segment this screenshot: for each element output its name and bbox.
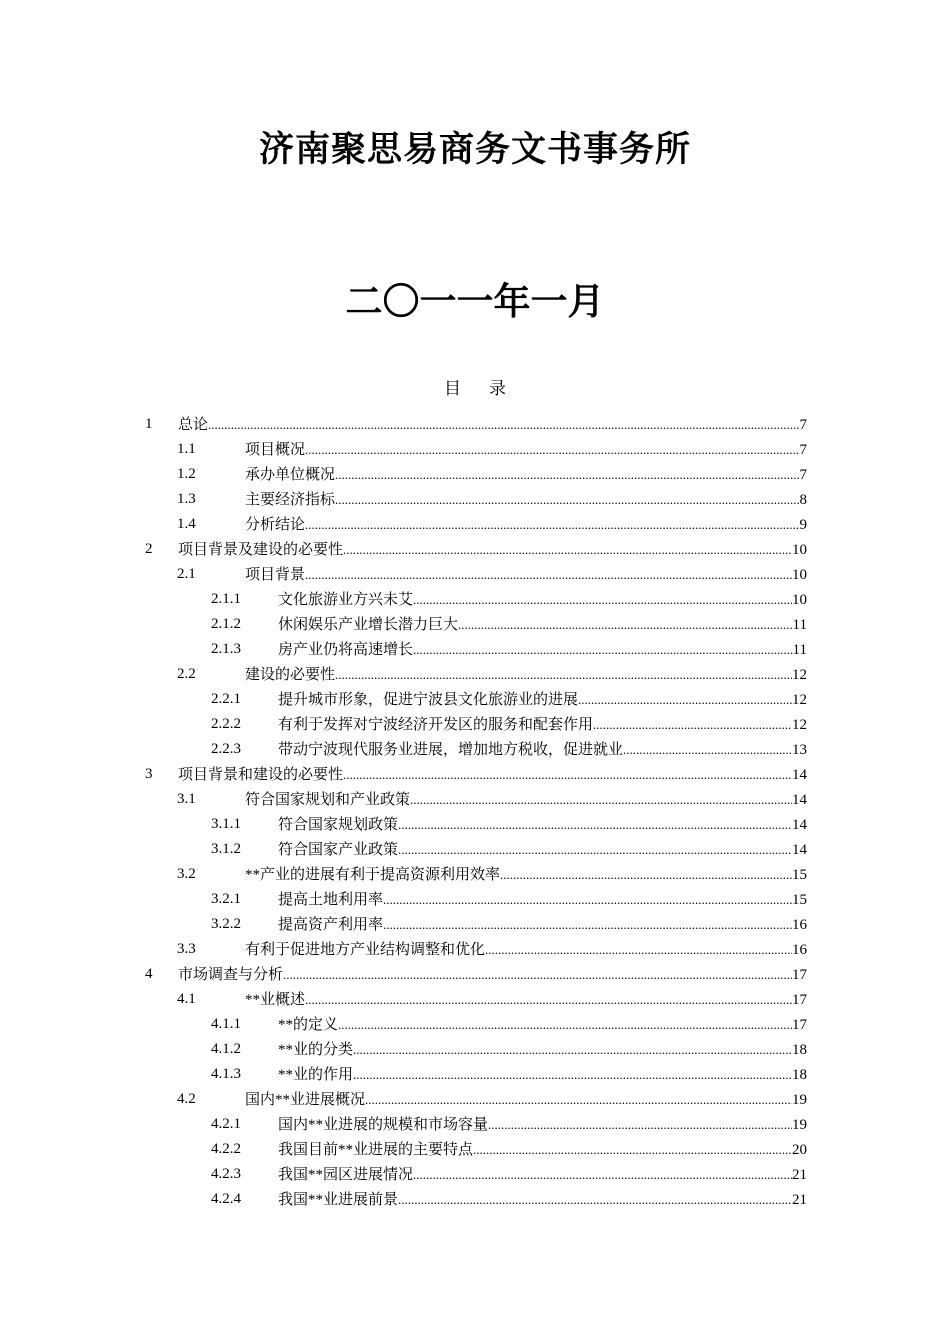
- toc-entry-title: 符合国家规划政策: [278, 817, 399, 833]
- toc-entry-line: [245, 512, 807, 538]
- toc-entry[interactable]: [145, 437, 807, 462]
- toc-dot-leader: [338, 1012, 792, 1037]
- toc-entry-title: **业的作用: [278, 1067, 354, 1083]
- toc-entry-line: [278, 737, 807, 763]
- organization-title: 济南聚思易商务文书事务所: [258, 129, 691, 170]
- toc-entry-number: 3: [145, 766, 153, 782]
- toc-entry[interactable]: [145, 1087, 807, 1112]
- toc-entry[interactable]: [145, 637, 807, 662]
- toc-entry[interactable]: [145, 862, 807, 887]
- toc-entry[interactable]: [145, 787, 807, 812]
- toc-entry-number: 4.1.1: [211, 1016, 241, 1032]
- toc-entry-page: 18: [792, 1067, 807, 1083]
- toc-entry-page: 16: [792, 942, 807, 958]
- toc-entry[interactable]: [145, 1012, 807, 1037]
- toc-entry-line: [278, 1162, 807, 1188]
- toc-dot-leader: [398, 812, 792, 837]
- toc-entry-page: 19: [792, 1092, 807, 1108]
- toc-entry-number: 3.1: [177, 791, 196, 807]
- toc-entry-line: [278, 687, 807, 713]
- toc-entry-number: 4.1.2: [211, 1041, 241, 1057]
- toc-entry-title: 提高资产利用率: [278, 917, 384, 933]
- toc-entry-title: 符合国家规划和产业政策: [245, 792, 411, 808]
- toc-entry-number: 4.2: [177, 1091, 196, 1107]
- toc-entry[interactable]: [145, 1112, 807, 1137]
- toc-heading: 目录: [444, 379, 534, 399]
- toc-entry-page: 16: [792, 917, 807, 933]
- toc-entry-line: [245, 1087, 807, 1113]
- toc-dot-leader: [623, 737, 792, 762]
- toc-entry-number: 4.2.3: [211, 1166, 241, 1182]
- toc-entry-line: [278, 812, 807, 838]
- toc-entry-title: 符合国家产业政策: [278, 842, 399, 858]
- toc-dot-leader: [473, 1137, 792, 1162]
- toc-dot-leader: [343, 537, 792, 562]
- toc-entry-number: 1: [145, 416, 153, 432]
- toc-entry[interactable]: [145, 712, 807, 737]
- toc-entry-line: [278, 587, 807, 613]
- toc-entry-title: 建设的必要性: [245, 667, 336, 683]
- toc-entry-page: 21: [792, 1167, 807, 1183]
- toc-entry-number: 2.2.2: [211, 716, 241, 732]
- toc-dot-leader: [413, 637, 793, 662]
- toc-entry-number: 2.1.1: [211, 591, 241, 607]
- toc-entry-title: 国内**业进展概况: [245, 1092, 366, 1108]
- toc-entry-title: 总论: [178, 417, 209, 433]
- toc-entry-page: 17: [792, 1017, 807, 1033]
- toc-entry-line: [245, 662, 807, 688]
- toc-entry-page: 12: [792, 717, 807, 733]
- toc-entry-number: 3.2.1: [211, 891, 241, 907]
- toc-entry-title: 有利于发挥对宁波经济开发区的服务和配套作用: [278, 717, 594, 733]
- toc-entry[interactable]: [145, 887, 807, 912]
- toc-entry-page: 15: [792, 867, 807, 883]
- toc-dot-leader: [398, 1187, 792, 1212]
- toc-dot-leader: [335, 662, 792, 687]
- toc-entry-number: 3.3: [177, 941, 196, 957]
- toc-entry[interactable]: [145, 587, 807, 612]
- toc-entry-line: [278, 1112, 807, 1138]
- toc-entry-line: [245, 937, 807, 963]
- toc-entry-line: [178, 412, 807, 438]
- toc-dot-leader: [335, 462, 799, 487]
- toc-entry-title: 项目背景和建设的必要性: [178, 767, 344, 783]
- toc-dot-leader: [500, 862, 792, 887]
- toc-dot-leader: [383, 912, 792, 937]
- toc-entry-line: [178, 537, 807, 563]
- toc-entry-page: 17: [792, 967, 807, 983]
- toc-entry-title: 我国目前**业进展的主要特点: [278, 1142, 474, 1158]
- toc-dot-leader: [398, 837, 792, 862]
- toc-entry[interactable]: [145, 687, 807, 712]
- toc-entry[interactable]: [145, 1037, 807, 1062]
- toc-dot-leader: [413, 1162, 792, 1187]
- toc-dot-leader: [410, 787, 792, 812]
- toc-entry-title: 文化旅游业方兴未艾: [278, 592, 414, 608]
- toc-entry[interactable]: [145, 562, 807, 587]
- toc-entry-number: 1.2: [177, 466, 196, 482]
- toc-entry-page: 10: [792, 542, 807, 558]
- toc-entry[interactable]: [145, 662, 807, 687]
- toc-entry-line: [178, 762, 807, 788]
- toc-entry-page: 12: [792, 692, 807, 708]
- toc-entry-line: [245, 987, 807, 1013]
- toc-entry[interactable]: [145, 1187, 807, 1212]
- toc-entry-line: [245, 862, 807, 888]
- toc-entry-line: [278, 1137, 807, 1163]
- toc-entry-title: 项目背景及建设的必要性: [178, 542, 344, 558]
- toc-entry-line: [245, 487, 807, 513]
- toc-entry[interactable]: [145, 1062, 807, 1087]
- toc-dot-leader: [305, 987, 792, 1012]
- toc-entry-title: 我国**业进展前景: [278, 1192, 399, 1208]
- toc-entry[interactable]: [145, 837, 807, 862]
- toc-entry-page: 14: [792, 792, 807, 808]
- toc-dot-leader: [305, 437, 799, 462]
- toc-entry-title: **的定义: [278, 1017, 339, 1033]
- toc-entry-title: 提高土地利用率: [278, 892, 384, 908]
- toc-entry-page: 14: [792, 817, 807, 833]
- toc-entry-title: 承办单位概况: [245, 467, 336, 483]
- toc-entry[interactable]: [145, 937, 807, 962]
- toc-dot-leader: [413, 587, 792, 612]
- toc-entry-line: [278, 1187, 807, 1213]
- toc-entry-title: 分析结论: [245, 517, 306, 533]
- toc-entry-number: 2: [145, 541, 153, 557]
- toc-entry-line: [245, 787, 807, 813]
- table-of-contents: [145, 412, 807, 1212]
- toc-dot-leader: [343, 762, 792, 787]
- toc-entry[interactable]: [145, 412, 807, 437]
- toc-entry-title: 主要经济指标: [245, 492, 336, 508]
- toc-entry[interactable]: [145, 912, 807, 937]
- toc-entry-page: 10: [792, 592, 807, 608]
- toc-entry[interactable]: [145, 762, 807, 787]
- toc-entry-title: 市场调查与分析: [178, 967, 284, 983]
- toc-entry-title: **业概述: [245, 992, 306, 1008]
- toc-dot-leader: [305, 562, 792, 587]
- toc-entry-page: 11: [792, 617, 807, 633]
- toc-entry-title: 项目背景: [245, 567, 306, 583]
- toc-dot-leader: [353, 1037, 792, 1062]
- toc-entry-number: 4.1.3: [211, 1066, 241, 1082]
- toc-entry-title: **产业的进展有利于提高资源利用效率: [245, 867, 501, 883]
- toc-dot-leader: [335, 487, 799, 512]
- toc-entry-page: 9: [799, 517, 807, 533]
- toc-entry-line: [245, 437, 807, 463]
- toc-entry-page: 7: [799, 467, 807, 483]
- toc-entry-line: [278, 637, 807, 663]
- toc-dot-leader: [593, 712, 792, 737]
- toc-entry-number: 2.2.3: [211, 741, 241, 757]
- toc-entry-line: [278, 1062, 807, 1088]
- toc-dot-leader: [578, 687, 792, 712]
- toc-entry-title: 国内**业进展的规模和市场容量: [278, 1117, 489, 1133]
- toc-entry[interactable]: [145, 487, 807, 512]
- toc-entry-number: 4.2.4: [211, 1191, 241, 1207]
- toc-entry-page: 14: [792, 842, 807, 858]
- toc-entry-title: **业的分类: [278, 1042, 354, 1058]
- toc-entry-number: 2.2.1: [211, 691, 241, 707]
- toc-entry-page: 21: [792, 1192, 807, 1208]
- toc-entry-number: 4: [145, 966, 153, 982]
- toc-entry-title: 休闲娱乐产业增长潜力巨大: [278, 617, 459, 633]
- toc-entry-number: 4.2.2: [211, 1141, 241, 1157]
- toc-entry-page: 13: [792, 742, 807, 758]
- toc-entry[interactable]: [145, 962, 807, 987]
- toc-entry-title: 有利于促进地方产业结构调整和优化: [245, 942, 486, 958]
- toc-entry-line: [278, 712, 807, 738]
- toc-entry-number: 3.2: [177, 866, 196, 882]
- toc-entry-title: 项目概况: [245, 442, 306, 458]
- toc-entry-number: 4.1: [177, 991, 196, 1007]
- toc-dot-leader: [485, 937, 792, 962]
- toc-dot-leader: [458, 612, 793, 637]
- toc-entry-title: 提升城市形象，促进宁波县文化旅游业的进展: [278, 692, 579, 708]
- toc-dot-leader: [283, 962, 792, 987]
- toc-entry-page: 12: [792, 667, 807, 683]
- toc-dot-leader: [305, 512, 799, 537]
- toc-entry-page: 20: [792, 1142, 807, 1158]
- toc-entry-number: 3.2.2: [211, 916, 241, 932]
- toc-entry-page: 10: [792, 567, 807, 583]
- toc-entry-line: [278, 912, 807, 938]
- toc-entry[interactable]: [145, 987, 807, 1012]
- toc-dot-leader: [383, 887, 792, 912]
- toc-entry-page: 19: [792, 1117, 807, 1133]
- toc-entry-page: 8: [799, 492, 807, 508]
- toc-entry-line: [278, 887, 807, 913]
- toc-entry-page: 17: [792, 992, 807, 1008]
- toc-entry[interactable]: [145, 1162, 807, 1187]
- toc-entry[interactable]: [145, 812, 807, 837]
- toc-dot-leader: [365, 1087, 792, 1112]
- toc-entry-page: 11: [792, 642, 807, 658]
- toc-entry-line: [278, 1012, 807, 1038]
- toc-entry-line: [278, 837, 807, 863]
- toc-entry-line: [278, 612, 807, 638]
- toc-entry-title: 带动宁波现代服务业进展，增加地方税收，促进就业: [278, 742, 624, 758]
- toc-entry[interactable]: [145, 1137, 807, 1162]
- toc-entry-title: 我国**园区进展情况: [278, 1167, 414, 1183]
- toc-entry-title: 房产业仍将高速增长: [278, 642, 414, 658]
- toc-entry-number: 2.1.2: [211, 616, 241, 632]
- toc-entry[interactable]: [145, 462, 807, 487]
- toc-dot-leader: [208, 412, 799, 437]
- toc-entry-page: 15: [792, 892, 807, 908]
- toc-entry-line: [278, 1037, 807, 1063]
- toc-entry-page: 7: [799, 442, 807, 458]
- toc-entry-line: [245, 562, 807, 588]
- document-date: 二〇一一年一月: [345, 279, 605, 323]
- toc-entry-number: 2.1.3: [211, 641, 241, 657]
- toc-entry-page: 14: [792, 767, 807, 783]
- toc-entry-number: 3.1.2: [211, 841, 241, 857]
- toc-entry[interactable]: [145, 512, 807, 537]
- toc-entry-number: 1.3: [177, 491, 196, 507]
- toc-entry-number: 3.1.1: [211, 816, 241, 832]
- toc-dot-leader: [488, 1112, 792, 1137]
- toc-entry[interactable]: [145, 612, 807, 637]
- toc-entry-page: 18: [792, 1042, 807, 1058]
- toc-dot-leader: [353, 1062, 792, 1087]
- toc-entry[interactable]: [145, 537, 807, 562]
- toc-entry-number: 1.4: [177, 516, 196, 532]
- toc-entry-number: 2.2: [177, 666, 196, 682]
- toc-entry[interactable]: [145, 737, 807, 762]
- toc-entry-page: 7: [799, 417, 807, 433]
- toc-entry-number: 1.1: [177, 441, 196, 457]
- toc-entry-number: 4.2.1: [211, 1116, 241, 1132]
- toc-entry-number: 2.1: [177, 566, 196, 582]
- toc-entry-line: [178, 962, 807, 988]
- toc-entry-line: [245, 462, 807, 488]
